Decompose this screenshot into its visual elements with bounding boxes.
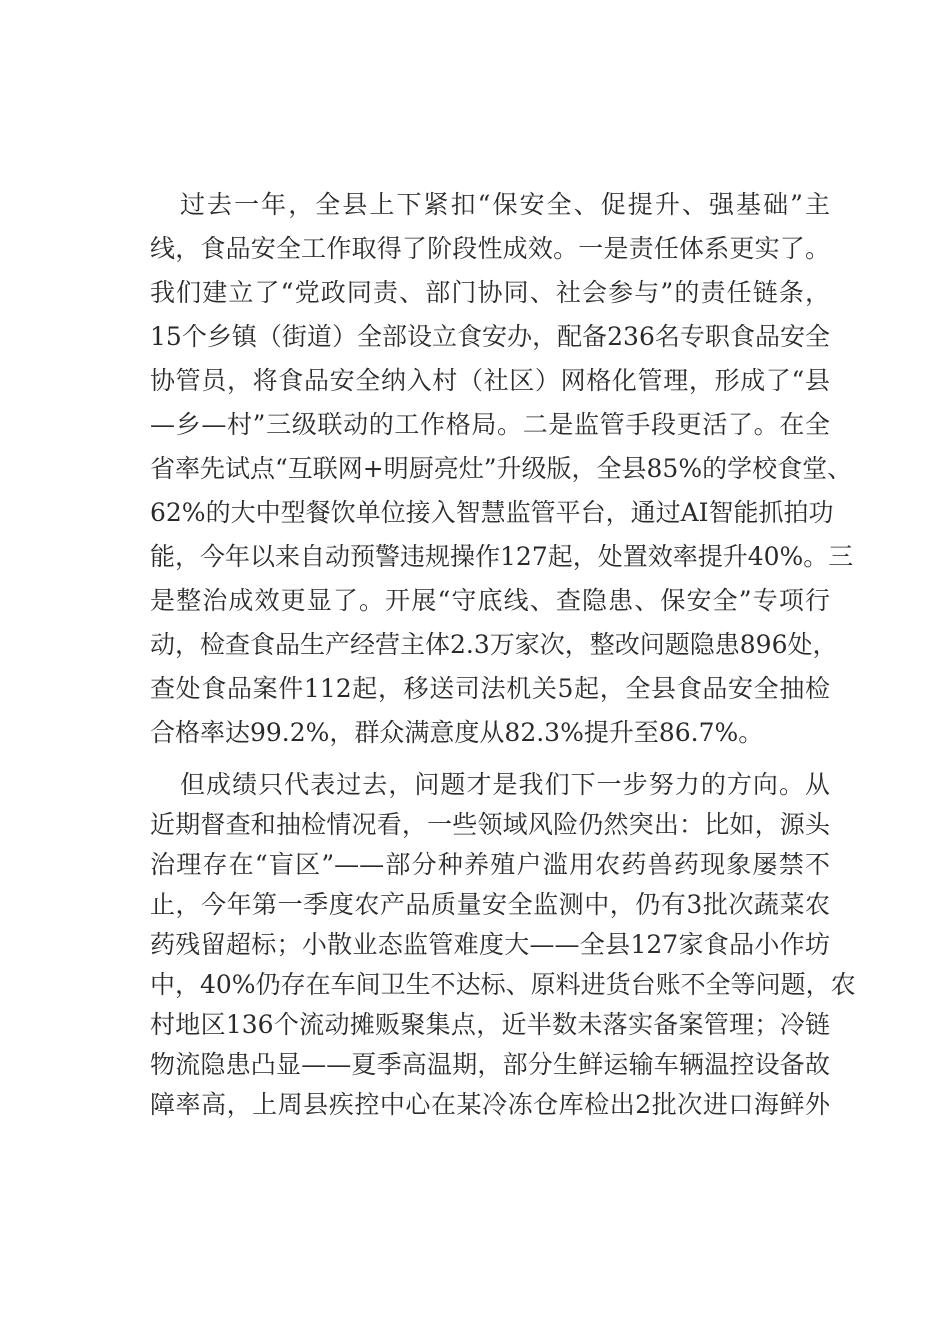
text-line: 是整治成效更显了。开展“守底线、查隐患、保安全”专项行 (150, 586, 830, 615)
text-line: 62%的大中型餐饮单位接入智慧监管平台，通过AI智能抓拍功 (150, 498, 834, 527)
text-line: —乡—村”三级联动的工作格局。二是监管手段更活了。在全 (150, 410, 830, 439)
text-line: 中，40%仍存在车间卫生不达标、原料进货台账不全等问题，农 (150, 970, 856, 999)
text-line: 合格率达99.2%，群众满意度从82.3%提升至86.7%。 (150, 718, 764, 747)
text-line: 15个乡镇（街道）全部设立食安办，配备236名专职食品安全 (150, 322, 830, 351)
text-line: 止，今年第一季度农产品质量安全监测中，仍有3批次蔬菜农 (150, 890, 830, 919)
text-line: 但成绩只代表过去，问题才是我们下一步努力的方向。从 (180, 770, 830, 799)
text-line: 我们建立了“党政同责、部门协同、社会参与”的责任链条， (150, 278, 830, 307)
text-line: 过去一年，全县上下紧扣“保安全、促提升、强基础”主 (180, 190, 830, 219)
text-line: 治理存在“盲区”——部分种养殖户滥用农药兽药现象屡禁不 (150, 850, 830, 879)
text-line: 药残留超标；小散业态监管难度大——全县127家食品小作坊 (150, 930, 830, 959)
paragraph-problems (150, 765, 856, 1125)
text-line: 能，今年以来自动预警违规操作127起，处置效率提升40%。三 (150, 542, 854, 571)
text-line: 线，食品安全工作取得了阶段性成效。一是责任体系更实了。 (150, 234, 830, 263)
text-line: 协管员，将食品安全纳入村（社区）网格化管理，形成了“县 (150, 366, 830, 395)
text-line: 省率先试点“互联网+明厨亮灶”升级版，全县85%的学校食堂、 (150, 454, 853, 483)
text-line: 近期督查和抽检情况看，一些领域风险仍然突出：比如，源头 (150, 810, 830, 839)
text-line: 物流隐患凸显——夏季高温期，部分生鲜运输车辆温控设备故 (150, 1050, 830, 1079)
text-line: 动，检查食品生产经营主体2.3万家次，整改问题隐患896处， (150, 630, 838, 659)
text-line: 查处食品案件112起，移送司法机关5起，全县食品安全抽检 (150, 674, 830, 703)
text-line: 障率高，上周县疾控中心在某冷冻仓库检出2批次进口海鲜外 (150, 1090, 830, 1119)
text-line: 村地区136个流动摊贩聚集点，近半数未落实备案管理；冷链 (150, 1010, 830, 1039)
paragraph-achievements (150, 183, 854, 755)
